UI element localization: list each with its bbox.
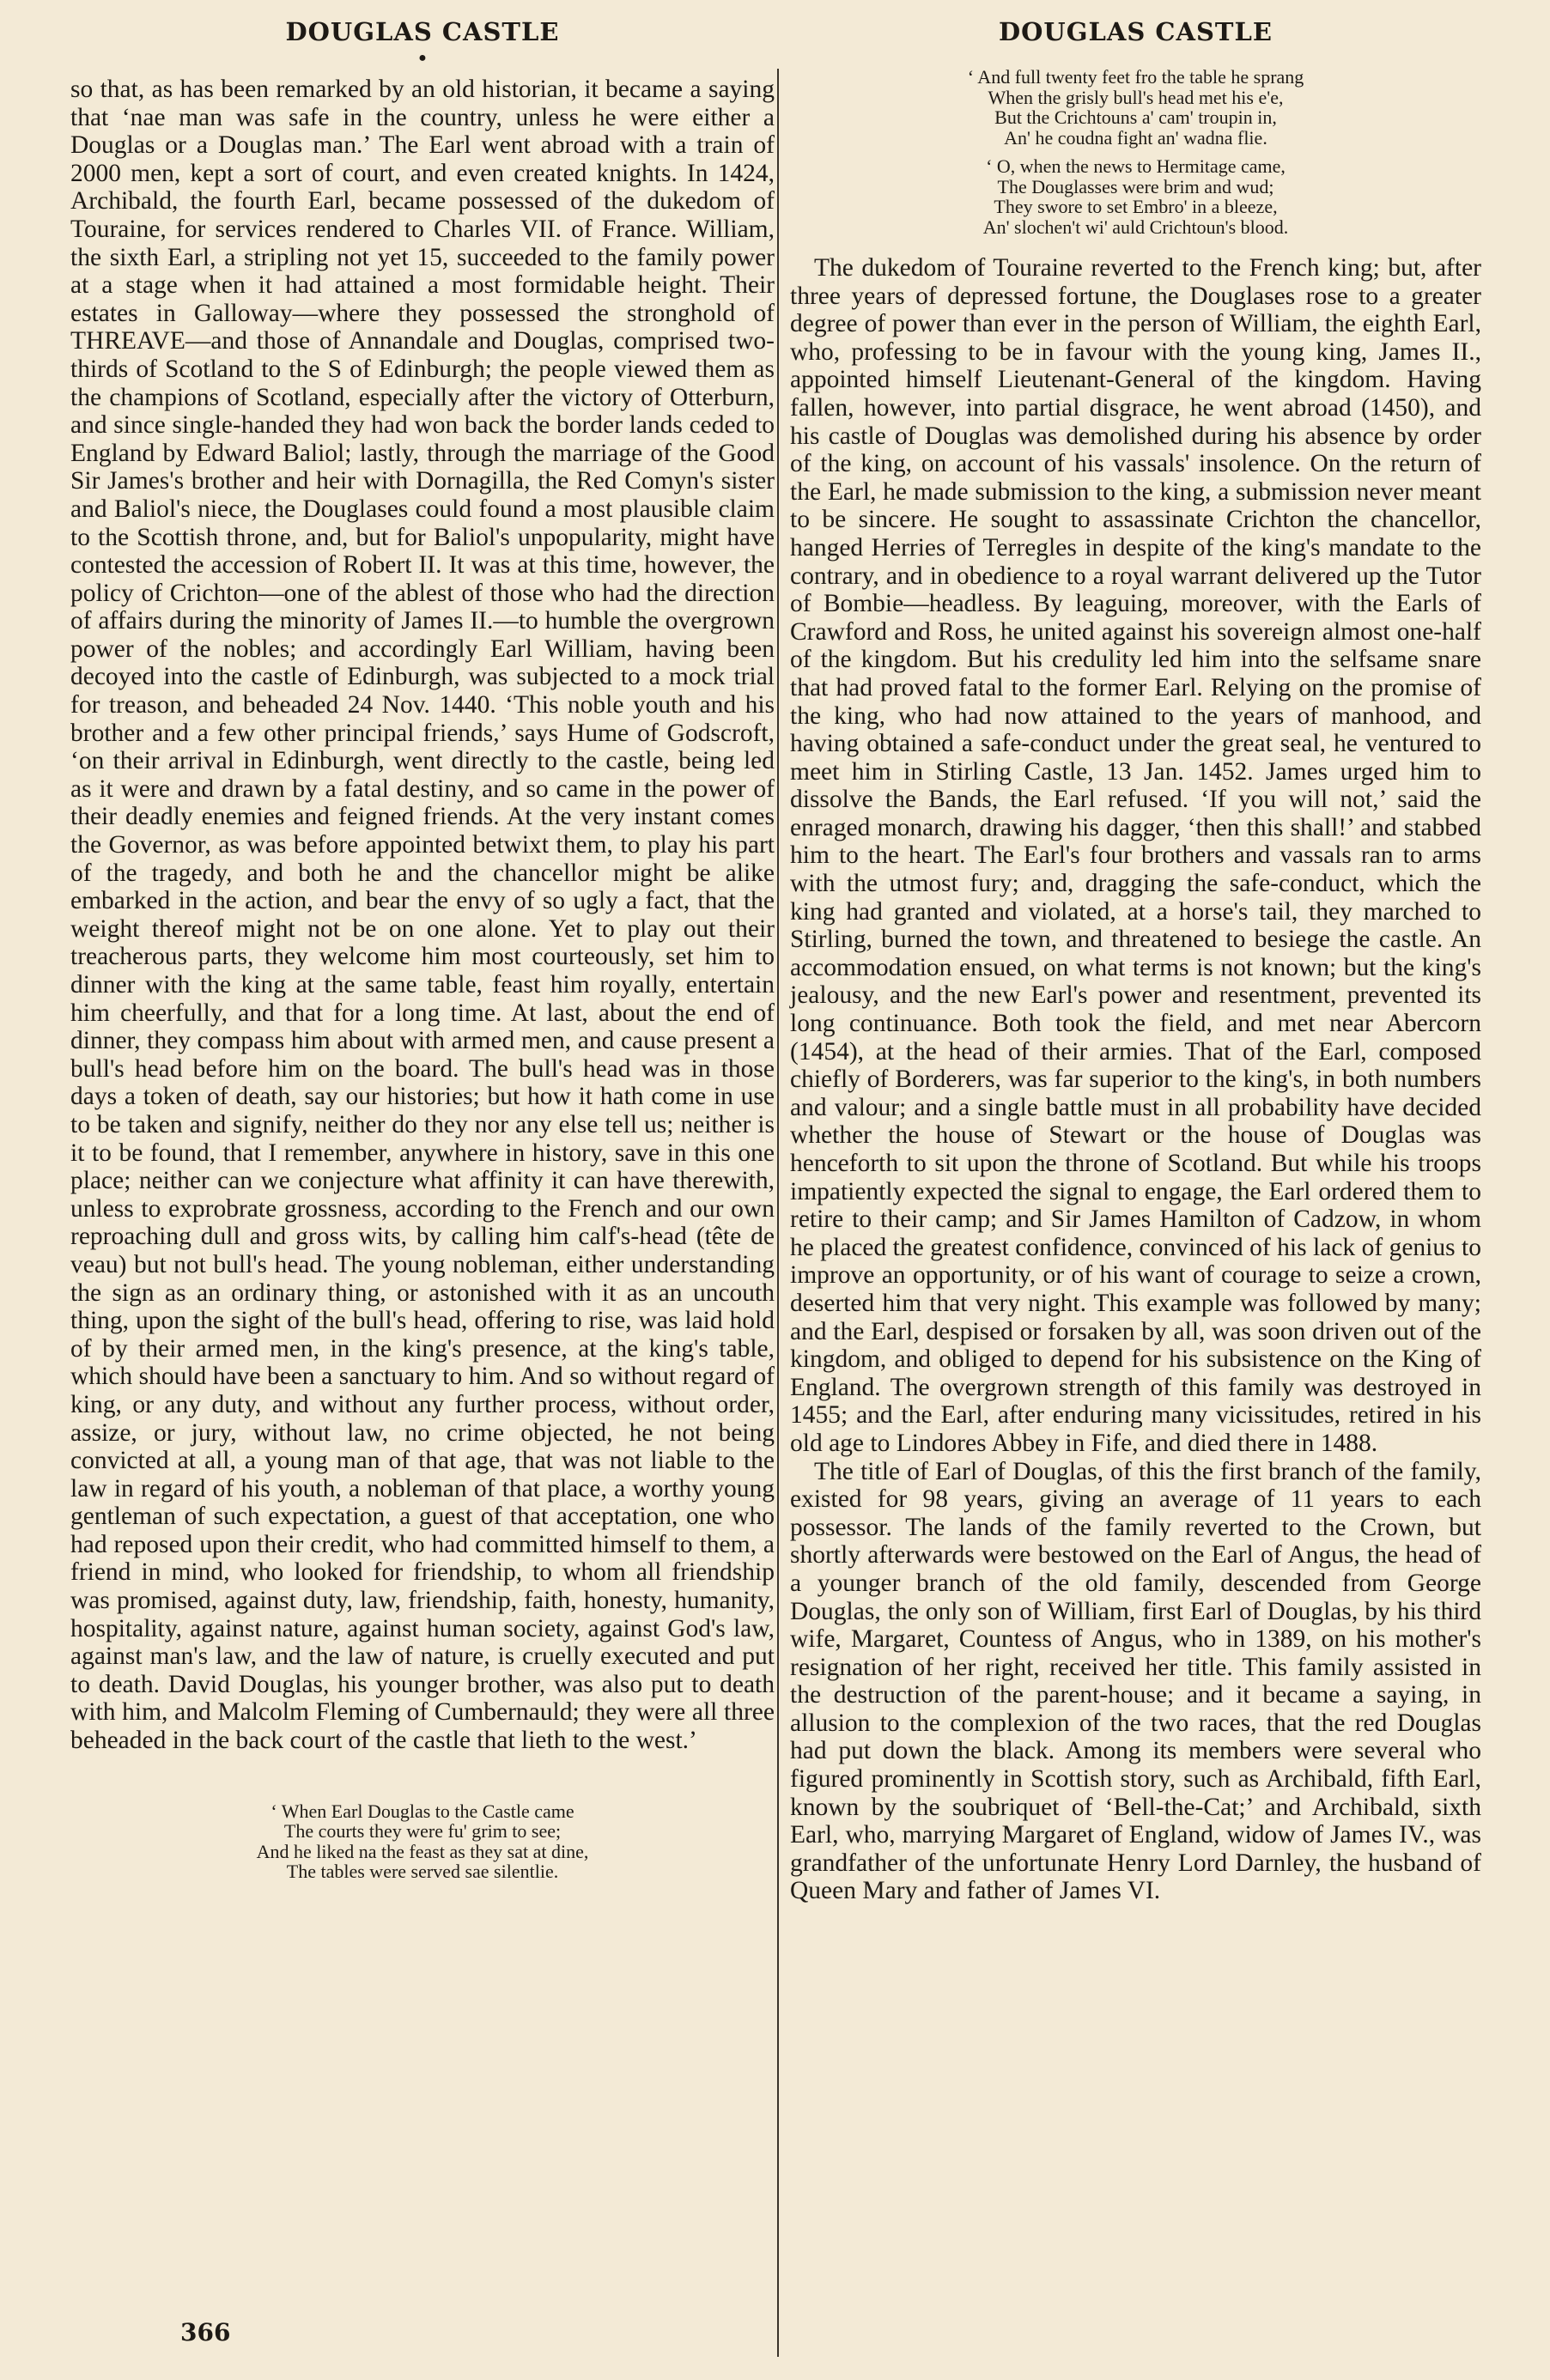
verse-line: ‘ When Earl Douglas to the Castle came — [270, 1800, 574, 1822]
verse-line: When the grisly bull's head met his e'e, — [988, 86, 1284, 108]
page-number: 366 — [180, 2318, 231, 2347]
verse-line: ‘ O, when the news to Hermitage came, — [986, 155, 1286, 177]
ornament-dot: ● — [418, 51, 427, 65]
column-divider — [777, 69, 779, 2357]
verse-line: But the Crichtouns a' cam' troupin in, — [994, 106, 1277, 128]
ballad-verse-right-1 — [790, 67, 1481, 148]
left-paragraph: so that, as has been remarked by an old historian, it became a saying that ‘nae man was safe in the country, unless he were either a Douglas or a Douglas man.’ The Earl went abroad with a train of 2000 men, kept a sort of court, and even created knights. In 1424, Archibald, the fourth Earl, became possessed of the dukedom of Touraine, for services rendered to Charles VII. of France. William, the sixth Earl, a stripling not yet 15, succeeded to the family power at a stage when it had attained a most formidable height. Their estates in Galloway—where they possessed the stronghold of THREAVE—and those of Annandale and Douglas, comprised two-thirds of Scotland to the S of Edinburgh; the people viewed them as the champions of Scotland, especially after the victory of Otterburn, and since single-handed they had won back the border lands ceded to England by Edward Baliol; lastly, through the marriage of the Good Sir James's brother and heir with Dornagilla, the Red Comyn's sister and Baliol's niece, the Douglases could found a most plausible claim to the Scottish throne, and, but for Baliol's unpopularity, might have contested the accession of Robert II. It was at this time, however, the policy of Crichton—one of the ablest of those who had the direction of affairs during the minority of James II.—to humble the overgrown power of the nobles; and accordingly Earl William, having been decoyed into the castle of Edinburgh, was subjected to a mock trial for treason, and beheaded 24 Nov. 1440. ‘This noble youth and his brother and a few other principal friends,’ says Hume of Godscroft, ‘on their arrival in Edinburgh, went directly to the castle, being led as it were and drawn by a fatal destiny, and so came in the power of their deadly enemies and feigned friends. At the very instant comes the Governor, as was before appointed betwixt them, to play his part of the tragedy, and both he and the chancellor might be alike embarked in the action, and bear the envy of so ugly a fact, that the weight thereof might not be on one alone. Yet to play out their treacherous parts, they welcome him most courteously, set him to dinner with the king at the same table, feast him royally, entertain him cheerfully, and that for a long time. At last, about the end of dinner, they compass him about with armed men, and cause present a bull's head before him on the board. The bull's head was in those days a token of death, say our histories; but how it hath come in use to be taken and signify, neither do they nor any else tell us; neither is it to be found, that I remember, anywhere in history, save in this one place; neither can we conjecture what affinity it can have therewith, unless to exprobrate grossness, according to the French and our own reproaching dull and gross wits, by calling him calf's-head (tête de veau) but not bull's head. The young nobleman, either understanding the sign as an ordinary thing, or astonished with it as an uncouth thing, upon the sight of the bull's head, offering to rise, was laid hold of by their armed men, in the king's presence, at the king's table, which should have been a sanctuary to him. And so without regard of king, or any duty, and without any further process, without order, assize, or jury, without law, no crime objected, he not being convicted at all, a young man of that age, that was not liable to the law in regard of his youth, a nobleman of that place, a worthy young gentleman of such expectation, a guest of that acceptation, one who had reposed upon their credit, who had committed himself to them, a friend in mind, who looked for friendship, to whom all friendship was promised, against duty, law, friendship, faith, honesty, humanity, hospitality, against nature, against human society, against God's law, against man's law, and the law of nature, is cruelly executed and put to death. David Douglas, his younger brother, was also put to death with him, and Malcolm Fleming of Cumbernauld; they were all three beheaded in the back court of the castle that lieth to the west.’ — [70, 76, 775, 1755]
verse-line: The courts they were fu' grim to see; — [283, 1820, 562, 1843]
verse-line: They swore to set Embro' in a bleeze, — [994, 196, 1278, 217]
verse-line: An' slochen't wi' auld Crichtoun's blood. — [982, 216, 1289, 238]
verse-line: The Douglasses were brim and wud; — [997, 175, 1274, 197]
verse-line: And he liked na the feast as they sat at dine, — [256, 1840, 589, 1862]
running-head-right: DOUGLAS CASTLE — [999, 17, 1273, 46]
running-head-left: DOUGLAS CASTLE — [285, 17, 560, 46]
verse-line: An' he coudna fight an' wadna flie. — [1004, 126, 1267, 149]
right-paragraph-2: The title of Earl of Douglas, of this the first branch of the family, existed for 98 years, giving an average of 11 years to each possessor. The lands of the family reverted to the Crown, but shortly afterwards were bestowed on the Earl of Angus, the head of a younger branch of the old family, descended from George Douglas, the only son of William, first Earl of Douglas, by his third wife, Margaret, Countess of Angus, who in 1389, on his mother's resignation of her right, received her title. This family assisted in the destruction of the parent-house; and it became a saying, in allusion to the complexion of the two races, that the red Douglas had put down the black. Among its members were several who figured prominently in Scottish story, such as Archibald, fifth Earl, known by the soubriquet of ‘Bell-the-Cat;’ and Archibald, sixth Earl, who, marrying Margaret of England, widow of James IV., was grandfather of the unfortunate Henry Lord Darnley, the husband of Queen Mary and father of James VI. — [790, 1457, 1481, 1905]
verse-line: The tables were served sae silentlie. — [286, 1861, 559, 1883]
left-column — [70, 76, 775, 1882]
ballad-verse-left — [70, 1801, 775, 1882]
verse-line: ‘ And full twenty feet fro the table he sprang — [967, 66, 1304, 88]
right-column — [790, 67, 1481, 1905]
right-paragraph-1: The dukedom of Touraine reverted to the French king; but, after three years of depressed fortune, the Douglases rose to a greater degree of power than ever in the person of William, the eighth Earl, who, professing to be in favour with the young king, James II., appointed himself Lieutenant-General of the kingdom. Having fallen, however, into partial disgrace, he went abroad (1450), and his castle of Douglas was demolished during his absence by order of the king, on account of his vassals' insolence. On the return of the Earl, he made submission to the king, a submission never meant to be sincere. He sought to assassinate Crichton the chancellor, hanged Herries of Terregles in despite of the king's mandate to the contrary, and in obedience to a royal warrant delivered up the Tutor of Bombie—headless. By leaguing, moreover, with the Earls of Crawford and Ross, he united against his sovereign almost one-half of the kingdom. But his credulity led him into the selfsame snare that had proved fatal to the former Earl. Relying on the promise of the king, who had now attained to the years of manhood, and having obtained a safe-conduct under the great seal, he ventured to meet him in Stirling Castle, 13 Jan. 1452. James urged him to dissolve the Bands, the Earl refused. ‘If you will not,’ said the enraged monarch, drawing his dagger, ‘then this shall!’ and stabbed him to the heart. The Earl's four brothers and vassals ran to arms with the utmost fury; and, dragging the safe-conduct, which the king had granted and violated, at a horse's tail, they marched to Stirling, burned the town, and threatened to besiege the castle. An accommodation ensued, on what terms is not known; but the king's jealousy, and the new Earl's power and resentment, prevented its long continuance. Both took the field, and met near Abercorn (1454), at the head of their armies. That of the Earl, composed chiefly of Borderers, was far superior to the king's, in both numbers and valour; and a single battle must in all probability have decided whether the house of Stewart or the house of Douglas was henceforth to sit upon the throne of Scotland. But while his troops impatiently expected the signal to engage, the Earl ordered them to retire to their camp; and Sir James Hamilton of Cadzow, in whom he placed the greatest confidence, convinced of his lack of genius to improve an opportunity, or of his want of courage to seize a crown, deserted him that very night. This example was followed by many; and the Earl, despised or forsaken by all, was soon driven out of the kingdom, and obliged to depend for his subsistence on the King of England. The overgrown strength of this family was destroyed in 1455; and the Earl, after enduring many vicissitudes, retired in his old age to Lindores Abbey in Fife, and died there in 1488. — [790, 254, 1481, 1457]
ballad-verse-right-2 — [790, 156, 1481, 237]
